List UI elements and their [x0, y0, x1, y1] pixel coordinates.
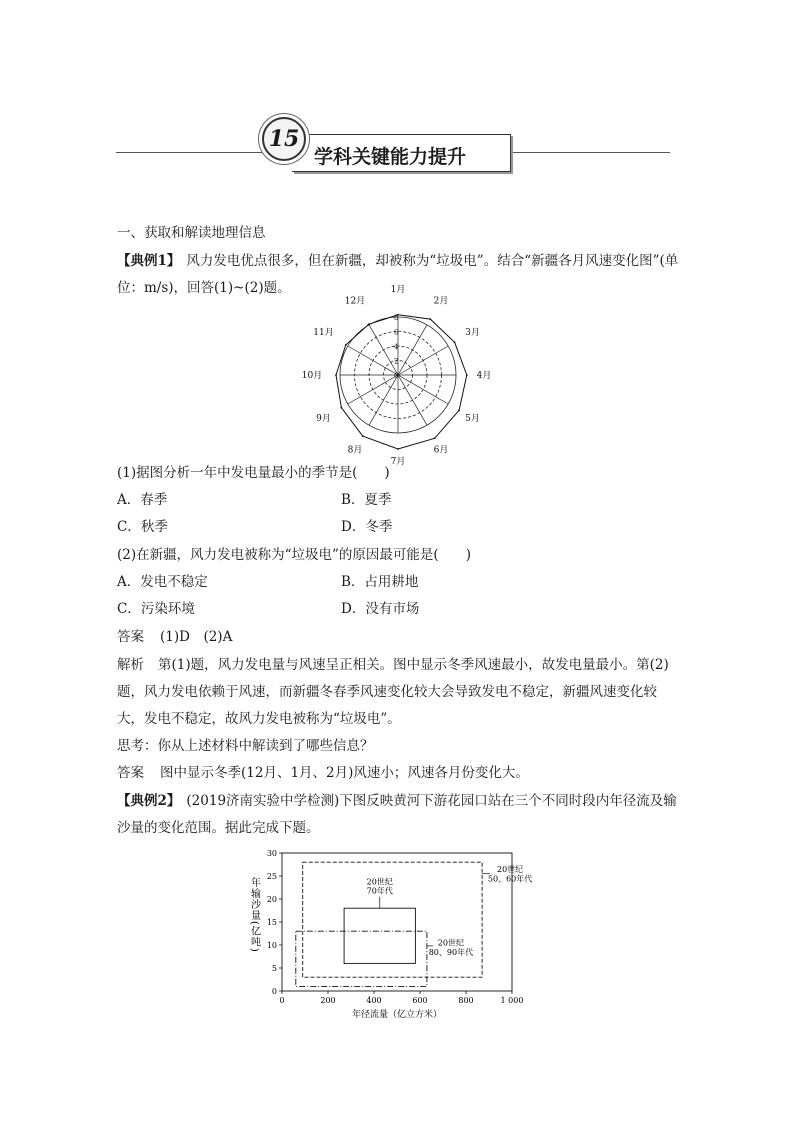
think-question: 思考：你从上述材料中解读到了哪些信息？ [117, 738, 374, 754]
answer1-text: (1)D (2)A [160, 629, 233, 645]
radar-point-8月 [362, 435, 364, 437]
y-tick-label: 10 [266, 941, 277, 950]
y-tick-label: 5 [271, 964, 277, 973]
radar-spoke [398, 346, 448, 375]
analysis-line1 [117, 656, 669, 674]
answer1-label: 答案 [117, 629, 144, 645]
radar-spoke [398, 325, 427, 375]
y-tick-label: 30 [266, 849, 277, 858]
x-tick-label: 400 [366, 996, 382, 1005]
radar-month-label: 5月 [465, 414, 480, 424]
wind-speed-radar-chart [300, 285, 500, 467]
analysis-label: 解析 [117, 657, 144, 673]
y-tick-label: 0 [271, 987, 277, 996]
example2-line1 [117, 792, 677, 810]
radar-month-label: 4月 [476, 371, 492, 381]
x-axis-label: 年径流量（亿立方米） [351, 1010, 443, 1020]
header-rule-right [510, 152, 670, 153]
answer2-text: 图中显示冬季(12月、1月、2月)风速小；风速各月份变化大。 [160, 765, 529, 781]
range-label-3-line1: 20世纪 [437, 938, 464, 948]
radar-month-label: 11月 [313, 328, 334, 338]
example2-tag: 【典例2】 [117, 793, 181, 809]
example1-line1 [117, 252, 678, 270]
radar-month-label: 3月 [465, 328, 480, 338]
radar-month-label: 6月 [433, 445, 449, 456]
answer1 [117, 628, 232, 646]
page-title: 学科关键能力提升 [314, 146, 467, 168]
radar-point-10月 [335, 374, 337, 376]
radar-data [335, 314, 468, 450]
radar-month-label: 8月 [347, 445, 363, 456]
radar-axis-tick-label: 0 [394, 372, 399, 380]
radar-spoke [398, 375, 448, 404]
radar-axis-tick-label: 6 [394, 328, 399, 337]
radar-spoke [398, 375, 427, 425]
radar-point-2月 [429, 318, 431, 320]
q1-stem: (1)据图分析一年中发电量最小的季节是( ) [117, 465, 390, 481]
box-labels [367, 864, 533, 957]
x-tick-label: 0 [279, 996, 285, 1005]
x-tick-label: 200 [320, 996, 336, 1005]
radar-spoke [348, 375, 398, 404]
header-rule-left [116, 152, 276, 153]
q2-stem: (2)在新疆，风力发电被称为“垃圾电”的原因最可能是( ) [117, 547, 471, 563]
radar-point-9月 [341, 407, 343, 409]
q1-option-b[interactable]: B．夏季 [341, 492, 392, 508]
analysis-text1: 第(1)题，风力发电量与风速呈正相关。图中显示冬季风速最小，故发电量最小。第(2) [158, 657, 669, 673]
radar-point-5月 [458, 409, 460, 411]
radar-month-label: 7月 [390, 457, 406, 467]
example2-line2: 沙量的变化范围。据此完成下题。 [117, 820, 320, 836]
radar-month-label: 2月 [433, 296, 449, 307]
radar-spoke [348, 346, 398, 375]
answer2 [117, 764, 529, 782]
example1-line2: 位：m/s)，回答(1)~(2)题。 [117, 280, 291, 296]
y-axis-label: 年输沙量(亿吨) [248, 877, 260, 953]
radar-point-11月 [345, 344, 347, 346]
radar-point-7月 [397, 448, 399, 450]
y-tick-label: 20 [266, 895, 277, 904]
q1-option-d[interactable]: D．冬季 [341, 519, 393, 535]
range-label-3-line2: 80、90年代 [428, 947, 474, 957]
range-label-1-line2: 50、60年代 [487, 874, 533, 884]
range-label-2-line2: 70年代 [366, 886, 393, 896]
radar-axis-tick-label: 4 [394, 343, 399, 351]
range-box-2 [344, 908, 415, 963]
radar-month-label: 10月 [301, 371, 323, 381]
section-heading: 一、获取和解读地理信息 [117, 225, 266, 241]
section-number: 15 [268, 126, 300, 152]
radar-month-label: 1月 [390, 285, 406, 295]
range-label-1-line1: 20世纪 [497, 865, 524, 875]
range-box-3 [296, 931, 427, 986]
q2-option-b[interactable]: B．占用耕地 [341, 574, 419, 590]
y-tick-label: 15 [266, 918, 277, 927]
plot-frame [282, 853, 512, 991]
answer2-label: 答案 [117, 765, 144, 781]
radar-axis-tick-label: 2 [394, 357, 399, 366]
section-number-badge [262, 117, 306, 161]
x-tick-label: 800 [458, 996, 474, 1005]
y-tick-label: 25 [266, 872, 277, 881]
radar-month-label: 9月 [316, 414, 331, 424]
q2-option-d[interactable]: D．没有市场 [341, 601, 420, 617]
radar-axis-tick-label: 8 [394, 314, 399, 322]
example2-text1: (2019济南实验中学检测)下图反映黄河下游花园口站在三个不同时段内年径流及输 [186, 793, 677, 809]
q2-option-c[interactable]: C．污染环境 [117, 601, 195, 617]
radar-labels [302, 284, 492, 467]
example1-tag: 【典例1】 [117, 253, 181, 269]
q1-option-c[interactable]: C．秋季 [117, 519, 168, 535]
runoff-sediment-chart [240, 842, 560, 1024]
x-tick-label: 600 [412, 996, 428, 1005]
example1-text1: 风力发电优点很多，但在新疆，却被称为“垃圾电”。结合“新疆各月风速变化图”(单 [186, 253, 679, 269]
q2-option-a[interactable]: A．发电不稳定 [117, 574, 208, 590]
x-tick-label: 1 000 [500, 996, 524, 1005]
radar-point-12月 [368, 323, 370, 325]
section-title-box [292, 134, 511, 172]
analysis-line3: 大，发电不稳定，故风力发电被称为“垃圾电”。 [117, 711, 401, 727]
radar-point-3月 [454, 341, 456, 343]
radar-point-4月 [466, 374, 468, 376]
range-label-2-line1: 20世纪 [366, 877, 393, 887]
radar-spoke [369, 375, 398, 425]
analysis-line2: 题，风力发电依赖于风速，而新疆冬春季风速变化较大会导致发电不稳定，新疆风速变化较 [117, 684, 657, 700]
q1-option-a[interactable]: A．春季 [117, 492, 168, 508]
radar-point-6月 [434, 437, 436, 439]
box-axes [249, 849, 524, 1020]
radar-month-label: 12月 [344, 296, 366, 307]
